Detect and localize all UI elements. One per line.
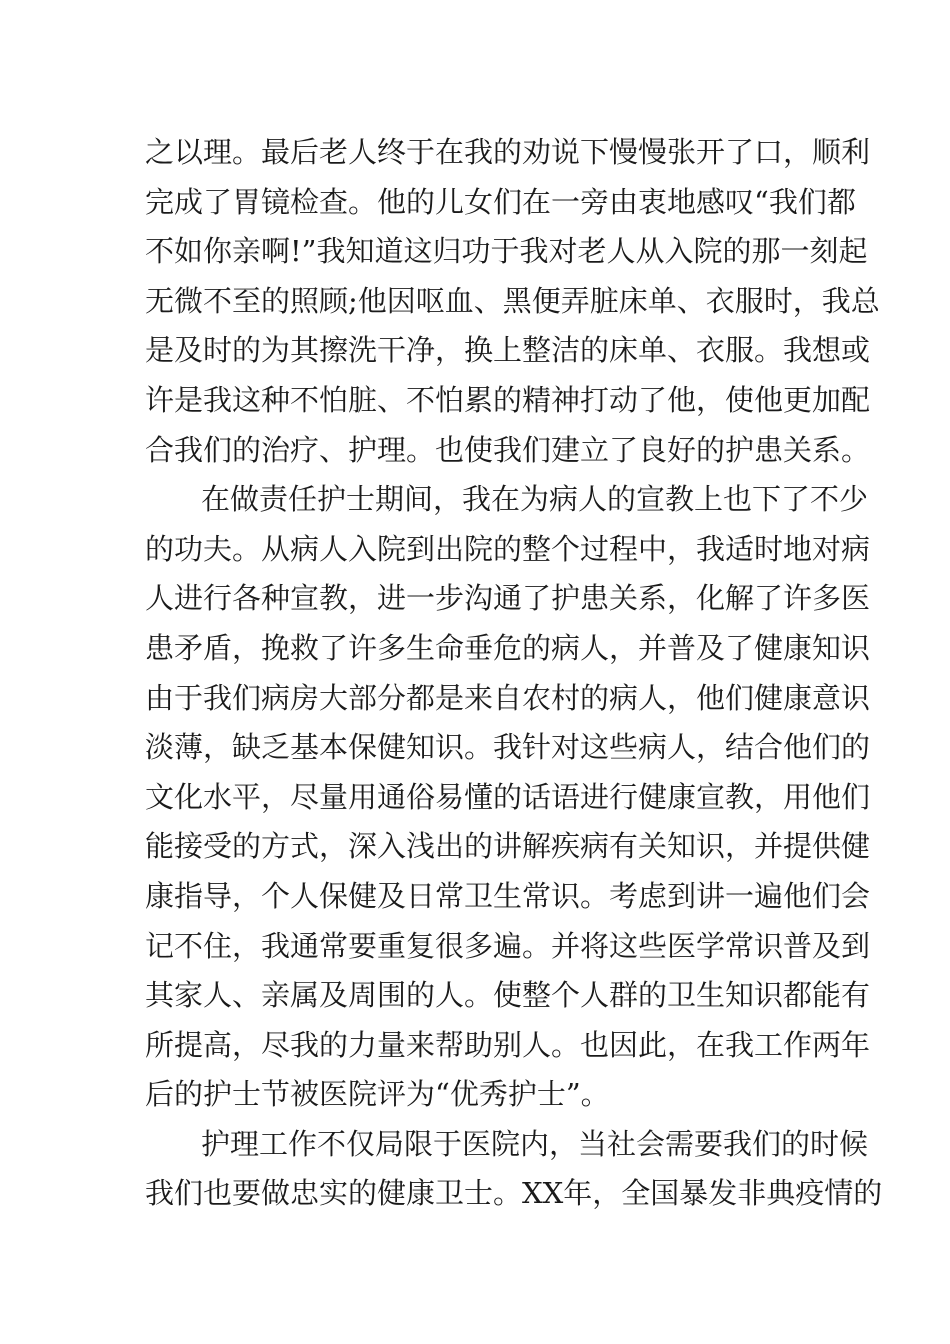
text-line: 合我们的治疗、护理。也使我们建立了良好的护患关系。 [145,432,871,467]
text-line: 其家人、亲属及周围的人。使整个人群的卫生知识都能有 [145,978,871,1013]
text-line: 后的护士节被医院评为“优秀护士”。 [145,1077,610,1112]
text-line: 人进行各种宣教，进一步沟通了护患关系，化解了许多医 [145,581,871,616]
text-line: 不如你亲啊!”我知道这归功于我对老人从入院的那一刻起 [145,234,868,269]
text-line: 能接受的方式，深入浅出的讲解疾病有关知识，并提供健 [145,829,871,864]
text-line: 记不住，我通常要重复很多遍。并将这些医学常识普及到 [145,928,871,963]
text-line: 康指导，个人保健及日常卫生常识。考虑到讲一遍他们会 [145,878,871,913]
text-line: 患矛盾，挽救了许多生命垂危的病人，并普及了健康知识 [145,630,871,665]
paragraph-start-line: 护理工作不仅局限于医院内，当社会需要我们的时候 [201,1126,869,1161]
text-line: 我们也要做忠实的健康卫士。XX年，全国暴发非典疫情的 [145,1176,883,1211]
text-line: 的功夫。从病人入院到出院的整个过程中，我适时地对病 [145,531,871,566]
text-line: 之以理。最后老人终于在我的劝说下慢慢张开了口，顺利 [145,135,871,169]
text-line: 无微不至的照顾;他因呕血、黑便弄脏床单、衣服时，我总 [145,283,880,318]
text-line: 所提高，尽我的力量来帮助别人。也因此，在我工作两年 [145,1027,871,1062]
text-line: 完成了胃镜检查。他的儿女们在一旁由衷地感叹“我们都 [145,184,856,219]
text-line: 文化水平，尽量用通俗易懂的话语进行健康宣教，用他们 [145,779,871,814]
text-line: 是及时的为其擦洗干净，换上整洁的床单、衣服。我想或 [145,333,871,368]
text-line: 由于我们病房大部分都是来自农村的病人，他们健康意识 [145,680,871,715]
text-line: 淡薄，缺乏基本保健知识。我针对这些病人，结合他们的 [145,730,871,765]
text-line: 许是我这种不怕脏、不怕累的精神打动了他，使他更加配 [145,382,871,417]
body-text [145,128,883,1219]
paragraph-start-line: 在做责任护士期间，我在为病人的宣教上也下了不少 [201,482,869,517]
